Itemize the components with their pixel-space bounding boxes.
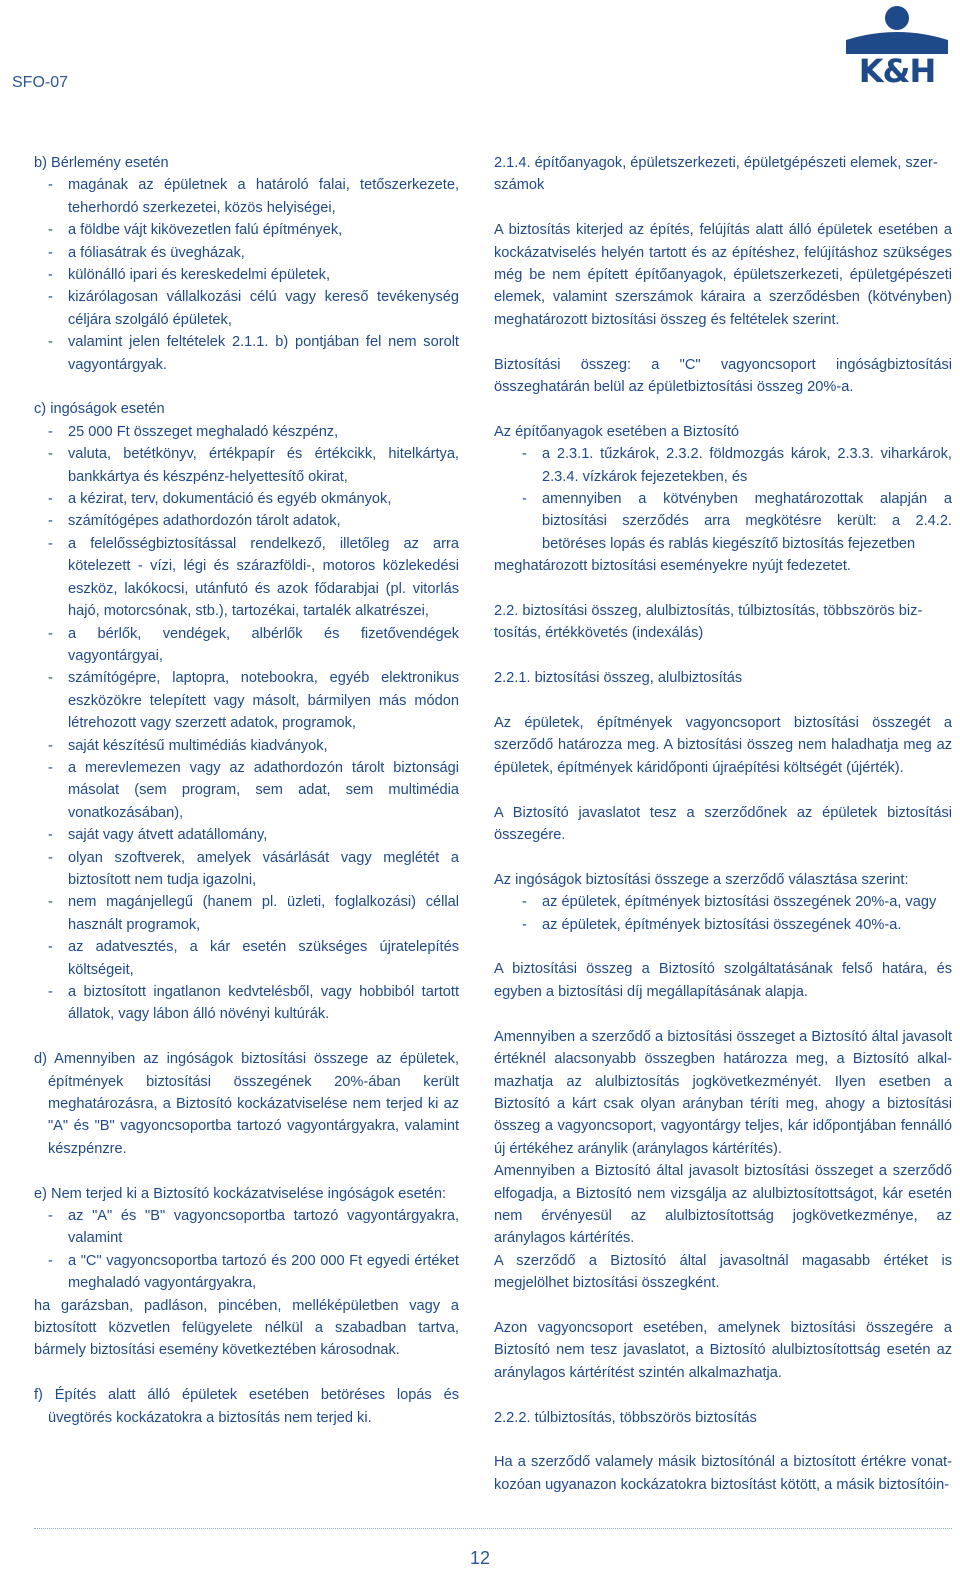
section-c-title: c) ingóságok esetén	[34, 401, 165, 418]
paragraph: Azon vagyoncsoport esetében, amelynek biztosítási összegére a Biztosító nem tesz javaslatot, a Biztosító alulbiztosítottság esetén az aránylagos kártérítést szintén alkalmazhatja.	[494, 1319, 952, 1381]
section-e-tail: ha garázsban, padláson, pincében, melléképületben vagy a biztosított közvetlen felügyelete nélkül a szabadban tartva, bármely biztosítási esemény következtében károsodnak.	[34, 1297, 459, 1359]
list-item: - a kézirat, terv, dokumentáció és egyéb okmányok,	[48, 491, 392, 508]
list-item: - a merevlemezen vagy az adathordozón tárolt biztonsági másolat (sem program, sem adat, sem multimédia vonatkozásában),	[48, 759, 459, 821]
list-item: - a fóliasátrak és üvegházak,	[48, 244, 245, 261]
list-item: - a földbe vájt kikövezetlen falú építmények,	[48, 222, 343, 239]
paragraph: Amennyiben a szerződő a biztosítási összeget a Biztosító által javasolt értéknél alacsonyabb összegben határozza meg, a Biztosító alkalmazhatja az alulbiztosítás jogkövetkezményét. Ilyen esetben a Biztosító a kárt csak olyan arányban téríti meg, ahogy a biztosítási összeg a vagyoncsoport, vagyontárgy teljes, kár időpontjában fennálló új értékéhez aránylik (aránylagos kártérítés).	[494, 1028, 952, 1157]
list-item: - az adatvesztés, a kár esetén szükséges újratelepítés költségeit,	[48, 939, 459, 978]
paragraph: meghatározott biztosítási eseményekre nyújt fedezetet.	[494, 558, 851, 575]
list-item: - különálló ipari és kereskedelmi épületek,	[48, 267, 331, 284]
paragraph: A biztosítási összeg a Biztosító szolgáltatásának felső határa, és egyben a biztosítási díj megállapításának alapja.	[494, 961, 952, 1000]
section-d-text: d) Amennyiben az ingóságok biztosítási összege az épületek, építmények biztosítási összegének 20%-ában került meghatározásra, a Biztosító kockázatviselése nem terjed ki az "A" és "B" vagyoncsoportba tartozó vagyontárgyakra, valamint készpénzre.	[34, 1051, 459, 1157]
list-item: - amennyiben a kötvényben meghatározottak alapján a biztosítási szerződés arra megkötésre került: a 2.4.2. betöréses lopás és rablás kiegészítő biztosítás fejezetben	[522, 491, 952, 552]
list-item: - valamint jelen feltételek 2.1.1. b) pontjában fel nem sorolt vagyontárgyak.	[48, 334, 459, 373]
page-number: 12	[469, 1548, 491, 1568]
paragraph: Az épületek, építmények vagyoncsoport biztosítási összegét a szerződő határozza meg. A biztosítási összeg nem haladhatja meg az épületek, építmények káridőponti újraépítési költségét (újérték).	[494, 715, 952, 776]
left-column	[34, 152, 459, 1429]
section-b-title: b) Bérlemény esetén	[34, 155, 169, 171]
heading-2-2-1: 2.2.1. biztosítási összeg, alulbiztosítás	[494, 670, 743, 687]
list-item: - magának az épületnek a határoló falai, tetőszerkezete, teherhordó szerkezetei, közös helyiségei,	[48, 177, 459, 216]
kh-logo	[842, 4, 952, 90]
list-item: - a "C" vagyoncsoportba tartozó és 200 000 Ft egyedi értéket meghaladó vagyontárgyakra,	[48, 1252, 459, 1292]
heading-2-2: 2.2. biztosítási összeg, alulbiztosítás, túlbiztosítás, többszörös biztosítás, értékkövetés (indexálás)	[494, 603, 923, 642]
section-e-title: e) Nem terjed ki a Biztosító kockázatviselése ingóságok esetén:	[34, 1185, 447, 1202]
logo-figure-icon	[842, 4, 952, 56]
list-item: - kizárólagosan vállalkozási célú vagy kereső tevékenység céljára szolgáló épületek,	[48, 289, 459, 328]
list-item: - a bérlők, vendégek, albérlők és fizetővendégek vagyontárgyai,	[48, 625, 459, 664]
list-item: - számítógépes adathordozón tárolt adatok,	[48, 513, 341, 530]
list-item: - saját vagy átvett adatállomány,	[48, 827, 268, 844]
list-item: - saját készítésű multimédiás kiadványok,	[48, 737, 328, 754]
heading-2-1-4: 2.1.4. építőanyagok, épületszerkezeti, épületgépészeti elemek, szerszámok	[494, 155, 938, 194]
list-item: - olyan szoftverek, amelyek vásárlását vagy meglétét a biztosított nem tudja igazolni,	[48, 849, 459, 888]
list-item: - az "A" és "B" vagyoncsoportba tartozó vagyontárgyakra, valamint	[48, 1208, 459, 1247]
paragraph: Amennyiben a Biztosító által javasolt biztosítási összeget a szerződő elfogadja, a Biztosító nem vizsgálja az alulbiztosítottságot, kár esetén nem érvényesül az alulbiztosítottság jogkövetkezménye, az aránylagos kártérítés.	[494, 1163, 952, 1247]
list-item: - a felelősségbiztosítással rendelkező, illetőleg az arra kötelezett - vízi, légi és szárazföldi-, motoros közlekedési eszköz, lakókocsi, utánfutó és azok fődarabjai (pl. vitorlás hajó, motorcsónak, stb.), tartozékai, tartalék alkatrészei,	[48, 535, 459, 620]
paragraph: Ha a szerződő valamely másik biztosítónál a biztosított értékre vonatkozóan ugyanazon kockázatokra biztosítást kötött, a másik biztosítóin-	[494, 1454, 952, 1493]
list-item: - a 2.3.1. tűzkárok, 2.3.2. földmozgás károk, 2.3.3. viharkárok, 2.3.4. vízkárok fejezetekben, és	[522, 446, 952, 485]
logo-wordmark: K&H	[858, 52, 936, 90]
paragraph: A szerződő a Biztosító által javasoltnál magasabb értéket is megjelölhet biztosítási összegként.	[494, 1252, 952, 1292]
paragraph: Az ingóságok biztosítási összege a szerződő választása szerint:	[494, 871, 909, 888]
paragraph: Az építőanyagok esetében a Biztosító	[494, 423, 740, 440]
list-item: - a biztosított ingatlanon kedvtelésből, vagy hobbiból tartott állatok, vagy lábon álló növényi kultúrák.	[48, 984, 459, 1023]
document-code: SFO-07	[12, 74, 69, 91]
right-column	[494, 152, 952, 1496]
list-item: - az épületek, építmények biztosítási összegének 20%-a, vagy	[522, 894, 937, 911]
list-item: - számítógépre, laptopra, notebookra, egyéb elektronikus eszközökre telepített vagy másolt, bármilyen más módon létrehozott vagy szerzett adatok, programok,	[48, 670, 459, 732]
list-item: - az épületek, építmények biztosítási összegének 40%-a.	[522, 916, 902, 933]
section-f-text: f) Építés alatt álló épületek esetében betöréses lopás és üvegtörés kockázatokra a biztosítás nem terjed ki.	[34, 1387, 459, 1426]
footer-divider	[34, 1528, 952, 1529]
list-item: - 25 000 Ft összeget meghaladó készpénz,	[48, 423, 339, 440]
list-item: - valuta, betétkönyv, értékpapír és értékcikk, hitelkártya, bankkártya és készpénz-helyettesítő okirat,	[48, 446, 459, 485]
list-item: - nem magánjellegű (hanem pl. üzleti, foglalkozási) céllal használt programok,	[48, 894, 459, 933]
paragraph: A biztosítás kiterjed az építés, felújítás alatt álló épületek esetében a kockázatviselés helyén tartott és az építéshez, felújításhoz szükséges még be nem épített építőanyagok, épületszerkezeti, épületgépészeti elemek, valamint szerszámok káraira a szerződésben (kötvényben) meghatározott biztosítási összeg és feltételek szerint.	[494, 222, 952, 328]
heading-2-2-2: 2.2.2. túlbiztosítás, többszörös biztosítás	[494, 1409, 757, 1426]
paragraph: A Biztosító javaslatot tesz a szerződőnek az épületek biztosítási összegére.	[494, 804, 952, 844]
paragraph: Biztosítási összeg: a "C" vagyoncsoport ingóságbiztosítási összeghatárán belül az épületbiztosítási összeg 20%-a.	[494, 356, 952, 396]
